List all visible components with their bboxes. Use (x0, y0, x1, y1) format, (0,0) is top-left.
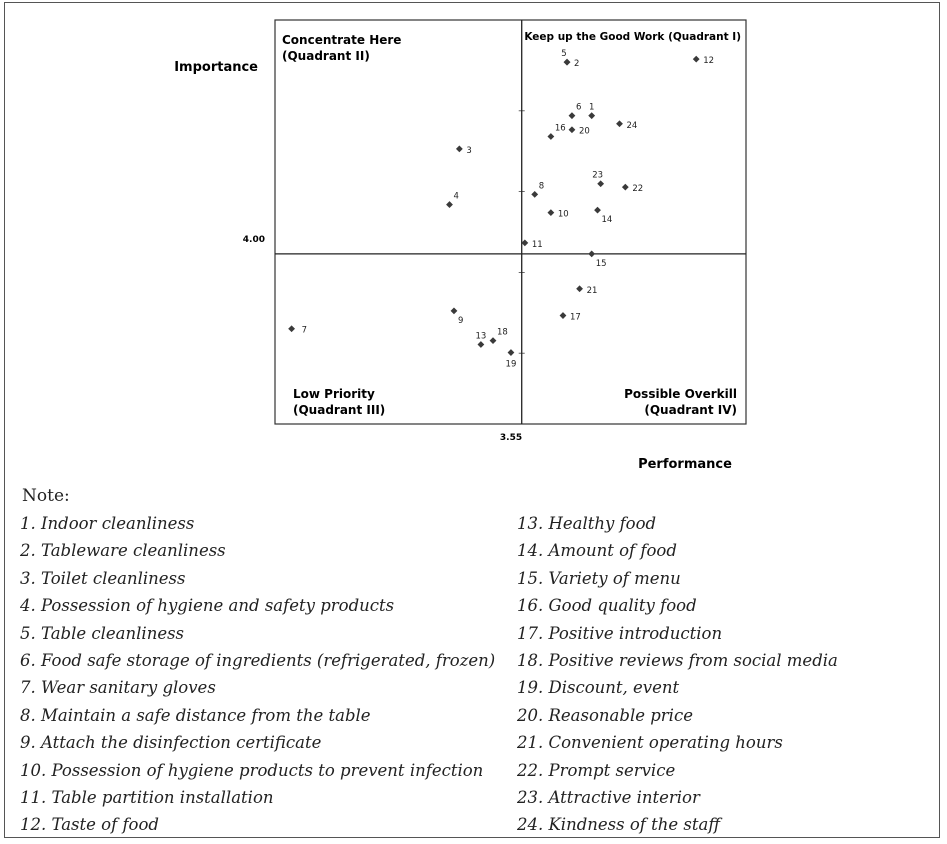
data-point-label-21: 21 (586, 285, 598, 296)
note-item: 13. Healthy food (517, 514, 657, 533)
note-item: 21. Convenient operating hours (517, 733, 783, 753)
data-point-label-2: 2 (574, 59, 580, 70)
note-item: 15. Variety of menu (517, 568, 681, 588)
note-item: 2. Tableware cleanliness (20, 541, 226, 561)
data-point-label-20: 20 (578, 126, 590, 137)
data-point-label-7: 7 (301, 325, 308, 336)
data-point-label-22: 22 (632, 184, 644, 195)
note-item: 19. Discount, event (517, 678, 680, 698)
note-item: 12. Taste of food (20, 815, 159, 835)
data-point-label-23: 23 (592, 170, 604, 181)
note-item: 20. Reasonable price (517, 705, 693, 725)
note-item: 16. Good quality food (517, 596, 697, 616)
data-point-label-17: 17 (569, 312, 581, 323)
note-item: 10. Possession of hygiene products to prevent infection (20, 760, 484, 780)
data-point-label-13: 13 (475, 331, 487, 342)
quadrant-2-label-line1: Concentrate Here (282, 33, 402, 47)
note-list-right (517, 510, 838, 839)
note-item: 23. Attractive interior (517, 787, 700, 807)
note-item: 3. Toilet cleanliness (20, 568, 186, 588)
quadrant-2-label-line2: (Quadrant II) (282, 49, 370, 63)
note-item: 14. Amount of food (517, 541, 677, 561)
data-point-label-9: 9 (457, 315, 464, 326)
data-point-label-11: 11 (531, 239, 543, 250)
quadrant-4-label-line1: Possible Overkill (624, 387, 737, 401)
data-point-label-8: 8 (538, 181, 545, 192)
note-item: 7. Wear sanitary gloves (20, 678, 216, 698)
data-point-label-16: 16 (554, 123, 566, 134)
x-axis-label: Performance (638, 457, 732, 472)
data-point-label-6: 6 (575, 102, 582, 113)
data-point-label-15: 15 (595, 258, 607, 269)
note-item: 18. Positive reviews from social media (517, 650, 838, 670)
note-item: 24. Kindness of the staff (517, 815, 721, 835)
data-point-label-5: 5 (561, 49, 567, 60)
note-item: 22. Prompt service (517, 760, 676, 780)
data-point-label-12: 12 (703, 56, 715, 67)
data-point-label-1: 1 (588, 102, 595, 113)
note-item: 11. Table partition installation (20, 787, 274, 807)
note-item: 1. Indoor cleanliness (20, 514, 195, 533)
y-axis-label: Importance (174, 60, 258, 75)
quadrant-4-label-line2: (Quadrant IV) (644, 403, 737, 417)
data-point-label-19: 19 (505, 359, 517, 370)
quadrant-3-label-line1: Low Priority (293, 387, 375, 401)
note-item: 4. Possession of hygiene and safety products (20, 596, 395, 616)
note-item: 8. Maintain a safe distance from the table (20, 705, 371, 725)
data-point-label-4: 4 (453, 191, 459, 202)
note-item: 6. Food safe storage of ingredients (refrigerated, frozen) (20, 650, 496, 670)
y-mean-tick-label: 4.00 (242, 235, 265, 245)
data-point-label-10: 10 (557, 209, 569, 220)
note-item: 5. Table cleanliness (20, 623, 185, 643)
note-item: 17. Positive introduction (517, 623, 723, 643)
note-list-left (20, 510, 495, 839)
quadrant-3-label-line2: (Quadrant III) (293, 403, 386, 417)
data-point-label-18: 18 (497, 327, 508, 338)
note-title: Note: (22, 486, 70, 506)
x-mean-tick-label: 3.55 (499, 433, 523, 443)
note-item: 9. Attach the disinfection certificate (20, 733, 322, 753)
data-point-label-14: 14 (601, 215, 613, 226)
quadrant-1-label: Keep up the Good Work (Quadrant I) (524, 31, 741, 43)
data-point-label-24: 24 (626, 120, 638, 131)
data-point-label-3: 3 (466, 145, 472, 156)
